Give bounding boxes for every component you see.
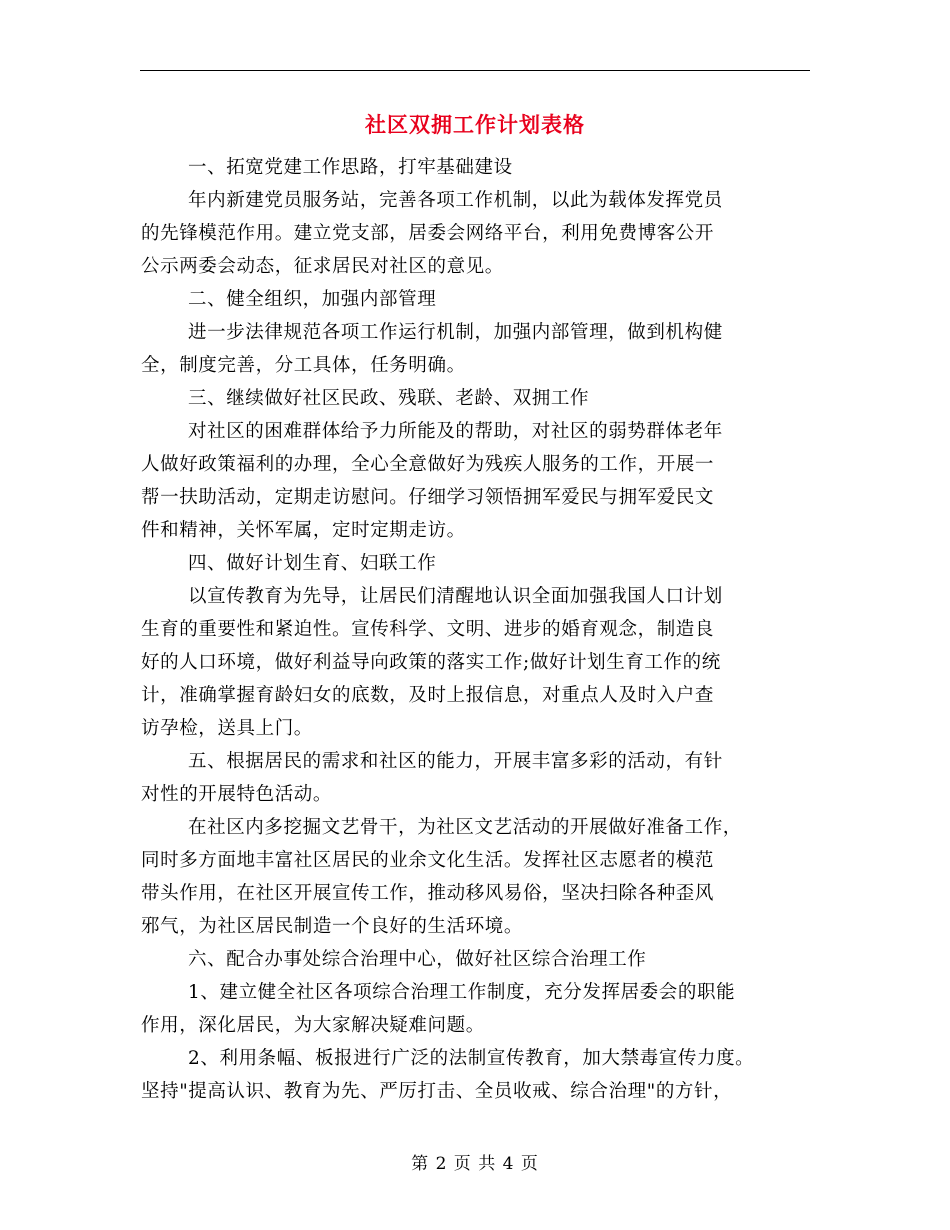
paragraph-line: 年内新建党员服务站，完善各项工作机制，以此为载体发挥党员 <box>188 190 723 211</box>
section-heading-6: 六、配合办事处综合治理中心，做好社区综合治理工作 <box>188 949 647 970</box>
paragraph-line: 人做好政策福利的办理，全心全意做好为残疾人服务的工作，开展一 <box>141 454 715 475</box>
paragraph-line: 对性的开展特色活动。 <box>141 784 333 805</box>
section-heading-2: 二、健全组织，加强内部管理 <box>188 289 437 310</box>
header-rule <box>140 70 810 71</box>
paragraph-line: 全，制度完善，分工具体，任务明确。 <box>141 355 466 376</box>
paragraph-line: 同时多方面地丰富社区居民的业余文化生活。发挥社区志愿者的模范 <box>141 850 715 871</box>
paragraph-line: 带头作用，在社区开展宣传工作，推动移风易俗，坚决扫除各种歪风 <box>141 883 715 904</box>
paragraph-line: 以宣传教育为先导，让居民们清醒地认识全面加强我国人口计划 <box>188 586 723 607</box>
paragraph-line: 作用，深化居民，为大家解决疑难问题。 <box>141 1015 485 1036</box>
section-heading-5: 五、根据居民的需求和社区的能力，开展丰富多彩的活动，有针 <box>188 751 723 772</box>
page-number-footer: 第 2 页 共 4 页 <box>411 1154 539 1174</box>
paragraph-line: 2、利用条幅、板报进行广泛的法制宣传教育，加大禁毒宣传力度。 <box>188 1048 755 1069</box>
paragraph-line: 1、建立健全社区各项综合治理工作制度，充分发挥居委会的职能 <box>188 982 736 1003</box>
section-heading-4: 四、做好计划生育、妇联工作 <box>188 553 437 574</box>
document-title: 社区双拥工作计划表格 <box>365 112 585 137</box>
section-heading-1: 一、拓宽党建工作思路，打牢基础建设 <box>188 157 513 178</box>
paragraph-line: 访孕检，送具上门。 <box>141 718 313 739</box>
section-heading-3: 三、继续做好社区民政、残联、老龄、双拥工作 <box>188 388 590 409</box>
paragraph-line: 计，准确掌握育龄妇女的底数，及时上报信息，对重点人及时入户查 <box>141 685 715 706</box>
paragraph-line: 在社区内多挖掘文艺骨干，为社区文艺活动的开展做好准备工作， <box>188 817 742 838</box>
paragraph-line: 公示两委会动态，征求居民对社区的意见。 <box>141 256 504 277</box>
paragraph-line: 进一步法律规范各项工作运行机制，加强内部管理，做到机构健 <box>188 322 723 343</box>
paragraph-line: 的先锋模范作用。建立党支部，居委会网络平台，利用免费博客公开 <box>141 223 715 244</box>
paragraph-line: 好的人口环境，做好利益导向政策的落实工作;做好计划生育工作的统 <box>141 652 721 673</box>
paragraph-line: 帮一扶助活动，定期走访慰问。仔细学习领悟拥军爱民与拥军爱民文 <box>141 487 715 508</box>
paragraph-line: 对社区的困难群体给予力所能及的帮助，对社区的弱势群体老年 <box>188 421 723 442</box>
paragraph-line: 件和精神，关怀军属，定时定期走访。 <box>141 520 466 541</box>
paragraph-line: 生育的重要性和紧迫性。宣传科学、文明、进步的婚育观念，制造良 <box>141 619 715 640</box>
paragraph-line: 邪气，为社区居民制造一个良好的生活环境。 <box>141 916 524 937</box>
paragraph-line: 坚持"提高认识、教育为先、严厉打击、全员收戒、综合治理"的方针， <box>141 1081 733 1102</box>
